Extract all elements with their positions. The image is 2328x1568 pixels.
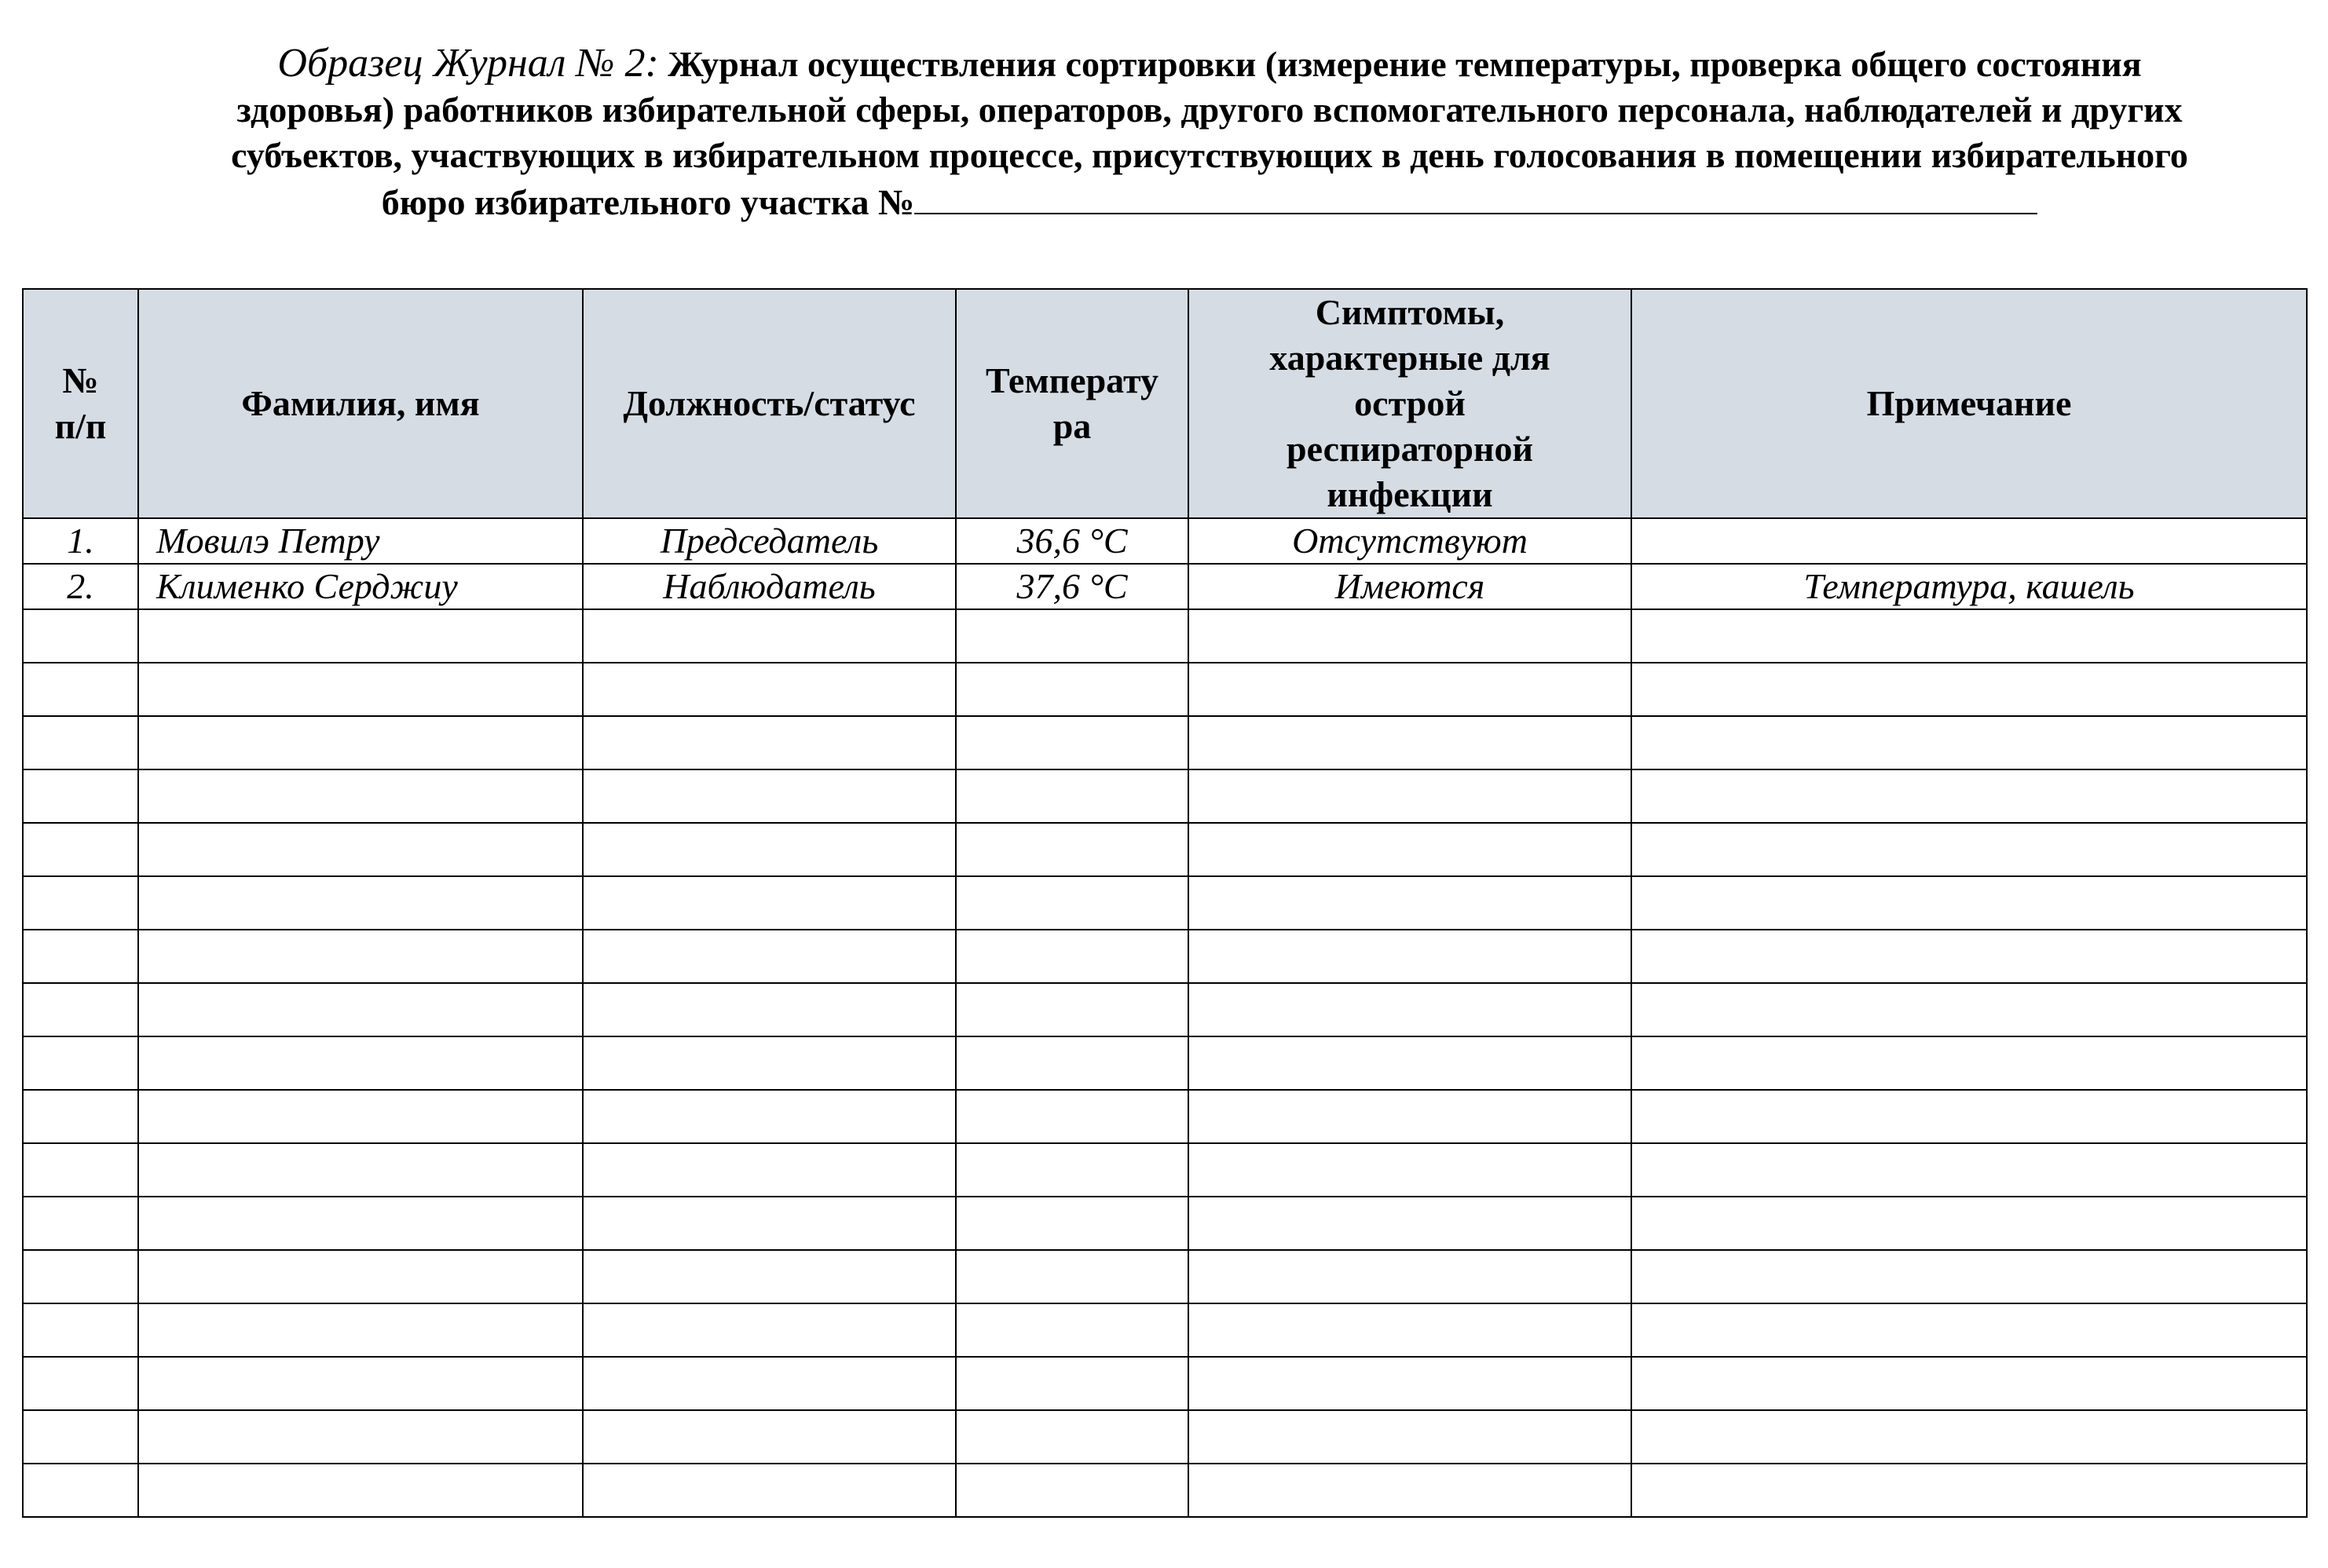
- sorting-journal-table: [22, 288, 2308, 1518]
- empty-cell: [138, 1143, 583, 1197]
- row-temperature: 36,6 °C: [956, 518, 1188, 564]
- empty-cell: [138, 716, 583, 769]
- empty-table-row: [23, 1357, 2307, 1410]
- empty-cell: [583, 1197, 956, 1250]
- empty-cell: [1188, 1197, 1631, 1250]
- title-line-1-text: Журнал осуществления сортировки (измерение температуры, проверка общего состояния: [668, 44, 2142, 84]
- empty-table-row: [23, 609, 2307, 663]
- empty-cell: [23, 1143, 138, 1197]
- empty-cell: [23, 1357, 138, 1410]
- row-temperature: 37,6 °C: [956, 564, 1188, 609]
- empty-cell: [956, 876, 1188, 930]
- empty-cell: [1188, 1143, 1631, 1197]
- empty-cell: [583, 1357, 956, 1410]
- empty-cell: [23, 609, 138, 663]
- empty-cell: [583, 609, 956, 663]
- empty-cell: [1188, 1090, 1631, 1143]
- empty-cell: [1188, 1250, 1631, 1303]
- empty-cell: [1188, 1303, 1631, 1357]
- empty-cell: [956, 1250, 1188, 1303]
- station-number-blank: [914, 178, 2037, 214]
- empty-cell: [23, 1036, 138, 1090]
- row-symptoms: Имеются: [1188, 564, 1631, 609]
- empty-cell: [23, 1250, 138, 1303]
- header-temperature: Температу ра: [956, 289, 1188, 518]
- empty-cell: [1188, 876, 1631, 930]
- empty-cell: [1631, 1090, 2307, 1143]
- empty-cell: [1631, 716, 2307, 769]
- empty-table-row: [23, 1197, 2307, 1250]
- empty-table-row: [23, 823, 2307, 876]
- empty-cell: [583, 1090, 956, 1143]
- empty-cell: [1631, 1303, 2307, 1357]
- title-line-4-text: бюро избирательного участка №: [381, 182, 915, 222]
- row-note: [1631, 518, 2307, 564]
- row-position: Председатель: [583, 518, 956, 564]
- empty-cell: [23, 930, 138, 983]
- empty-cell: [1631, 1143, 2307, 1197]
- empty-cell: [1188, 1036, 1631, 1090]
- empty-cell: [1188, 769, 1631, 823]
- empty-cell: [583, 1143, 956, 1197]
- empty-cell: [1188, 823, 1631, 876]
- empty-cell: [956, 1303, 1188, 1357]
- empty-cell: [1631, 1464, 2307, 1517]
- empty-cell: [1188, 1464, 1631, 1517]
- empty-cell: [138, 1410, 583, 1464]
- empty-table-row: [23, 1090, 2307, 1143]
- row-num: 1.: [23, 518, 138, 564]
- title-line-3: субъектов, участвующих в избирательном процессе, присутствующих в день голосования в помещении избирательного: [231, 135, 2188, 175]
- empty-cell: [138, 1197, 583, 1250]
- empty-cell: [583, 983, 956, 1036]
- empty-cell: [1188, 1410, 1631, 1464]
- empty-cell: [583, 716, 956, 769]
- empty-cell: [138, 983, 583, 1036]
- empty-cell: [956, 1464, 1188, 1517]
- empty-cell: [1631, 1410, 2307, 1464]
- empty-cell: [1188, 663, 1631, 716]
- empty-cell: [138, 930, 583, 983]
- empty-cell: [956, 983, 1188, 1036]
- empty-cell: [138, 1090, 583, 1143]
- empty-cell: [1188, 1357, 1631, 1410]
- empty-cell: [1631, 983, 2307, 1036]
- empty-cell: [583, 1464, 956, 1517]
- empty-cell: [1631, 823, 2307, 876]
- table-row: [23, 518, 2307, 564]
- empty-cell: [138, 1036, 583, 1090]
- empty-cell: [1631, 663, 2307, 716]
- row-note: Температура, кашель: [1631, 564, 2307, 609]
- header-symptoms: Симптомы, характерные для острой респираторной инфекции: [1188, 289, 1631, 518]
- empty-cell: [956, 769, 1188, 823]
- empty-cell: [23, 663, 138, 716]
- title-line-4: [118, 178, 2301, 225]
- journal-title: [118, 41, 2301, 225]
- empty-cell: [1188, 983, 1631, 1036]
- empty-cell: [138, 1250, 583, 1303]
- empty-cell: [1631, 609, 2307, 663]
- empty-cell: [583, 823, 956, 876]
- empty-cell: [138, 663, 583, 716]
- empty-cell: [956, 663, 1188, 716]
- header-num: № п/п: [23, 289, 138, 518]
- empty-cell: [23, 1197, 138, 1250]
- empty-cell: [583, 876, 956, 930]
- empty-cell: [138, 876, 583, 930]
- empty-cell: [956, 1143, 1188, 1197]
- empty-cell: [1188, 930, 1631, 983]
- empty-cell: [956, 930, 1188, 983]
- empty-cell: [583, 1410, 956, 1464]
- empty-table-row: [23, 716, 2307, 769]
- empty-cell: [23, 716, 138, 769]
- empty-table-row: [23, 1303, 2307, 1357]
- empty-cell: [1188, 609, 1631, 663]
- empty-cell: [583, 1250, 956, 1303]
- empty-cell: [1631, 1036, 2307, 1090]
- row-position: Наблюдатель: [583, 564, 956, 609]
- row-symptoms: Отсутствуют: [1188, 518, 1631, 564]
- empty-table-row: [23, 769, 2307, 823]
- empty-table-row: [23, 1250, 2307, 1303]
- empty-table-row: [23, 983, 2307, 1036]
- empty-cell: [138, 769, 583, 823]
- empty-cell: [23, 1410, 138, 1464]
- table-row: [23, 564, 2307, 609]
- empty-cell: [1631, 769, 2307, 823]
- empty-cell: [956, 1357, 1188, 1410]
- empty-cell: [583, 769, 956, 823]
- empty-cell: [1631, 930, 2307, 983]
- empty-cell: [1188, 716, 1631, 769]
- table-header-row: [23, 289, 2307, 518]
- empty-cell: [956, 1090, 1188, 1143]
- empty-cell: [583, 930, 956, 983]
- empty-cell: [23, 1303, 138, 1357]
- empty-cell: [23, 823, 138, 876]
- empty-cell: [23, 769, 138, 823]
- empty-table-row: [23, 876, 2307, 930]
- empty-cell: [23, 1090, 138, 1143]
- empty-cell: [956, 1036, 1188, 1090]
- title-prefix: Образец Журнал № 2:: [277, 41, 659, 86]
- empty-cell: [138, 823, 583, 876]
- empty-cell: [138, 1464, 583, 1517]
- empty-cell: [583, 1036, 956, 1090]
- empty-cell: [956, 716, 1188, 769]
- row-num: 2.: [23, 564, 138, 609]
- empty-cell: [1631, 1197, 2307, 1250]
- empty-table-row: [23, 1410, 2307, 1464]
- empty-cell: [583, 663, 956, 716]
- empty-cell: [23, 983, 138, 1036]
- empty-cell: [138, 1303, 583, 1357]
- row-name: Мовилэ Петру: [138, 518, 583, 564]
- header-name: Фамилия, имя: [138, 289, 583, 518]
- empty-cell: [1631, 1357, 2307, 1410]
- empty-cell: [956, 1197, 1188, 1250]
- empty-table-row: [23, 1143, 2307, 1197]
- title-line-1: [118, 41, 2301, 87]
- empty-cell: [956, 609, 1188, 663]
- empty-table-row: [23, 1036, 2307, 1090]
- empty-cell: [1631, 1250, 2307, 1303]
- empty-cell: [1631, 876, 2307, 930]
- header-note: Примечание: [1631, 289, 2307, 518]
- row-name: Клименко Серджиу: [138, 564, 583, 609]
- empty-cell: [956, 823, 1188, 876]
- header-position: Должность/статус: [583, 289, 956, 518]
- empty-cell: [138, 609, 583, 663]
- empty-table-row: [23, 663, 2307, 716]
- empty-cell: [138, 1357, 583, 1410]
- empty-cell: [23, 876, 138, 930]
- empty-cell: [23, 1464, 138, 1517]
- empty-table-row: [23, 1464, 2307, 1517]
- empty-table-row: [23, 930, 2307, 983]
- empty-cell: [956, 1410, 1188, 1464]
- empty-cell: [583, 1303, 956, 1357]
- title-line-2: здоровья) работников избирательной сферы, операторов, другого вспомогательного персонала, наблюдателей и других: [236, 90, 2183, 130]
